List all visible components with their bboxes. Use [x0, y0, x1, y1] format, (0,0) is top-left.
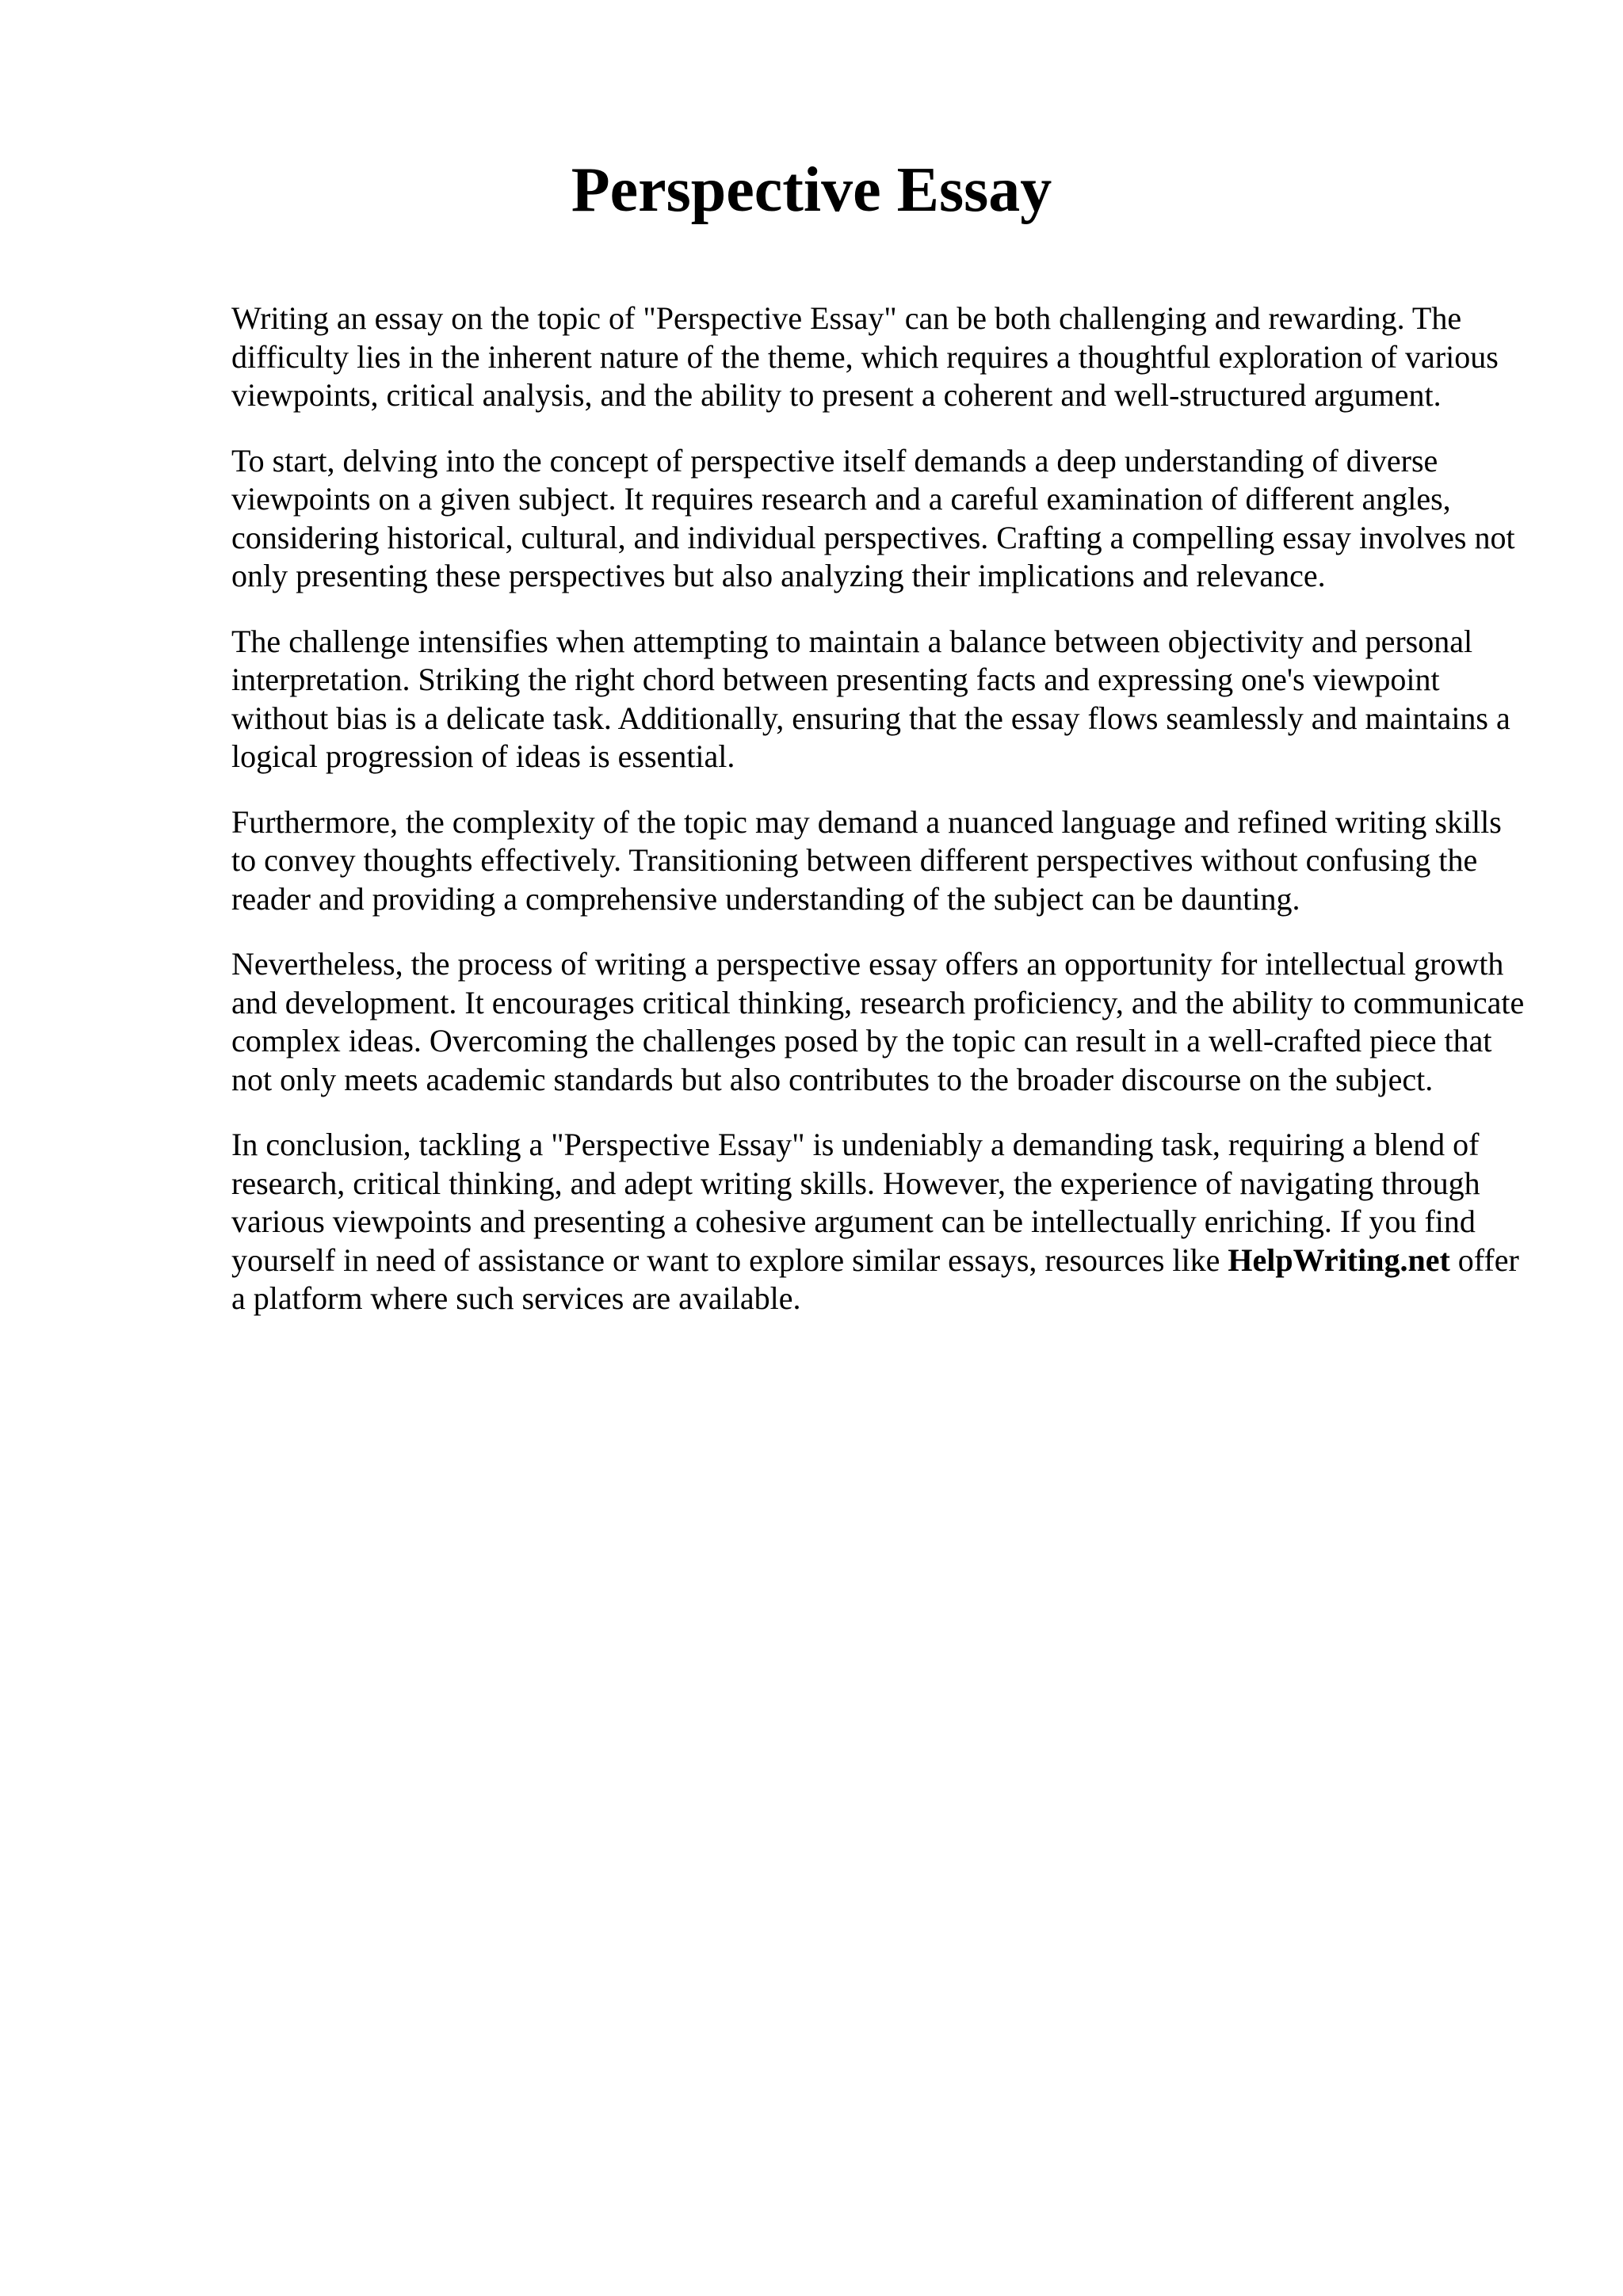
paragraph-conclusion — [231, 1126, 1531, 1318]
conclusion-text-end: offer a platform where such services are available. — [231, 1241, 1519, 1316]
conclusion-text: In conclusion, tackling a "Perspective Essay" is undeniably a demanding task, requiring a blend of research, critical thinking, and adept writing skills. However, the experience of navigating through various viewpoints and presenting a cohesive argument can be intellectually enriching. If you find yourself in need of assistance or want to explore similar essays, resources like — [231, 1127, 1480, 1278]
helpwriting-link[interactable]: HelpWriting.net — [1228, 1241, 1450, 1278]
paragraph-4: Furthermore, the complexity of the topic may demand a nuanced language and refined writing skills to convey thoughts effectively. Transitioning between different perspectives without confusing the reader and providing a comprehensive understanding of the subject can be daunting. — [231, 803, 1502, 917]
paragraph-5: Nevertheless, the process of writing a perspective essay offers an opportunity for intellectual growth and development. It encourages critical thinking, research proficiency, and the ability to communicate complex ideas. Overcoming the challenges posed by the topic can result in a well-crafted piece that not only meets academic standards but also contributes to the broader discourse on the subject. — [231, 946, 1525, 1097]
paragraph-1: Writing an essay on the topic of "Perspective Essay" can be both challenging and rewarding. The difficulty lies in the inherent nature of the theme, which requires a thoughtful exploration of various viewpoints, critical analysis, and the ability to present a coherent and well-structured argument. — [231, 300, 1499, 413]
paragraph-2: To start, delving into the concept of perspective itself demands a deep understanding of diverse viewpoints on a given subject. It requires research and a careful examination of different angles, considering historical, cultural, and individual perspectives. Crafting a compelling essay involves not only presenting these perspectives but also analyzing their implications and relevance. — [231, 442, 1515, 593]
essay-body — [231, 299, 1531, 1345]
paragraph-3: The challenge intensifies when attempting to maintain a balance between objectivity and personal interpretation. Striking the right chord between presenting facts and expressing one's viewpoint without bias is a delicate task. Additionally, ensuring that the essay flows seamlessly and maintains a logical progression of ideas is essential. — [231, 623, 1510, 774]
page-title: Perspective Essay — [571, 155, 1052, 225]
